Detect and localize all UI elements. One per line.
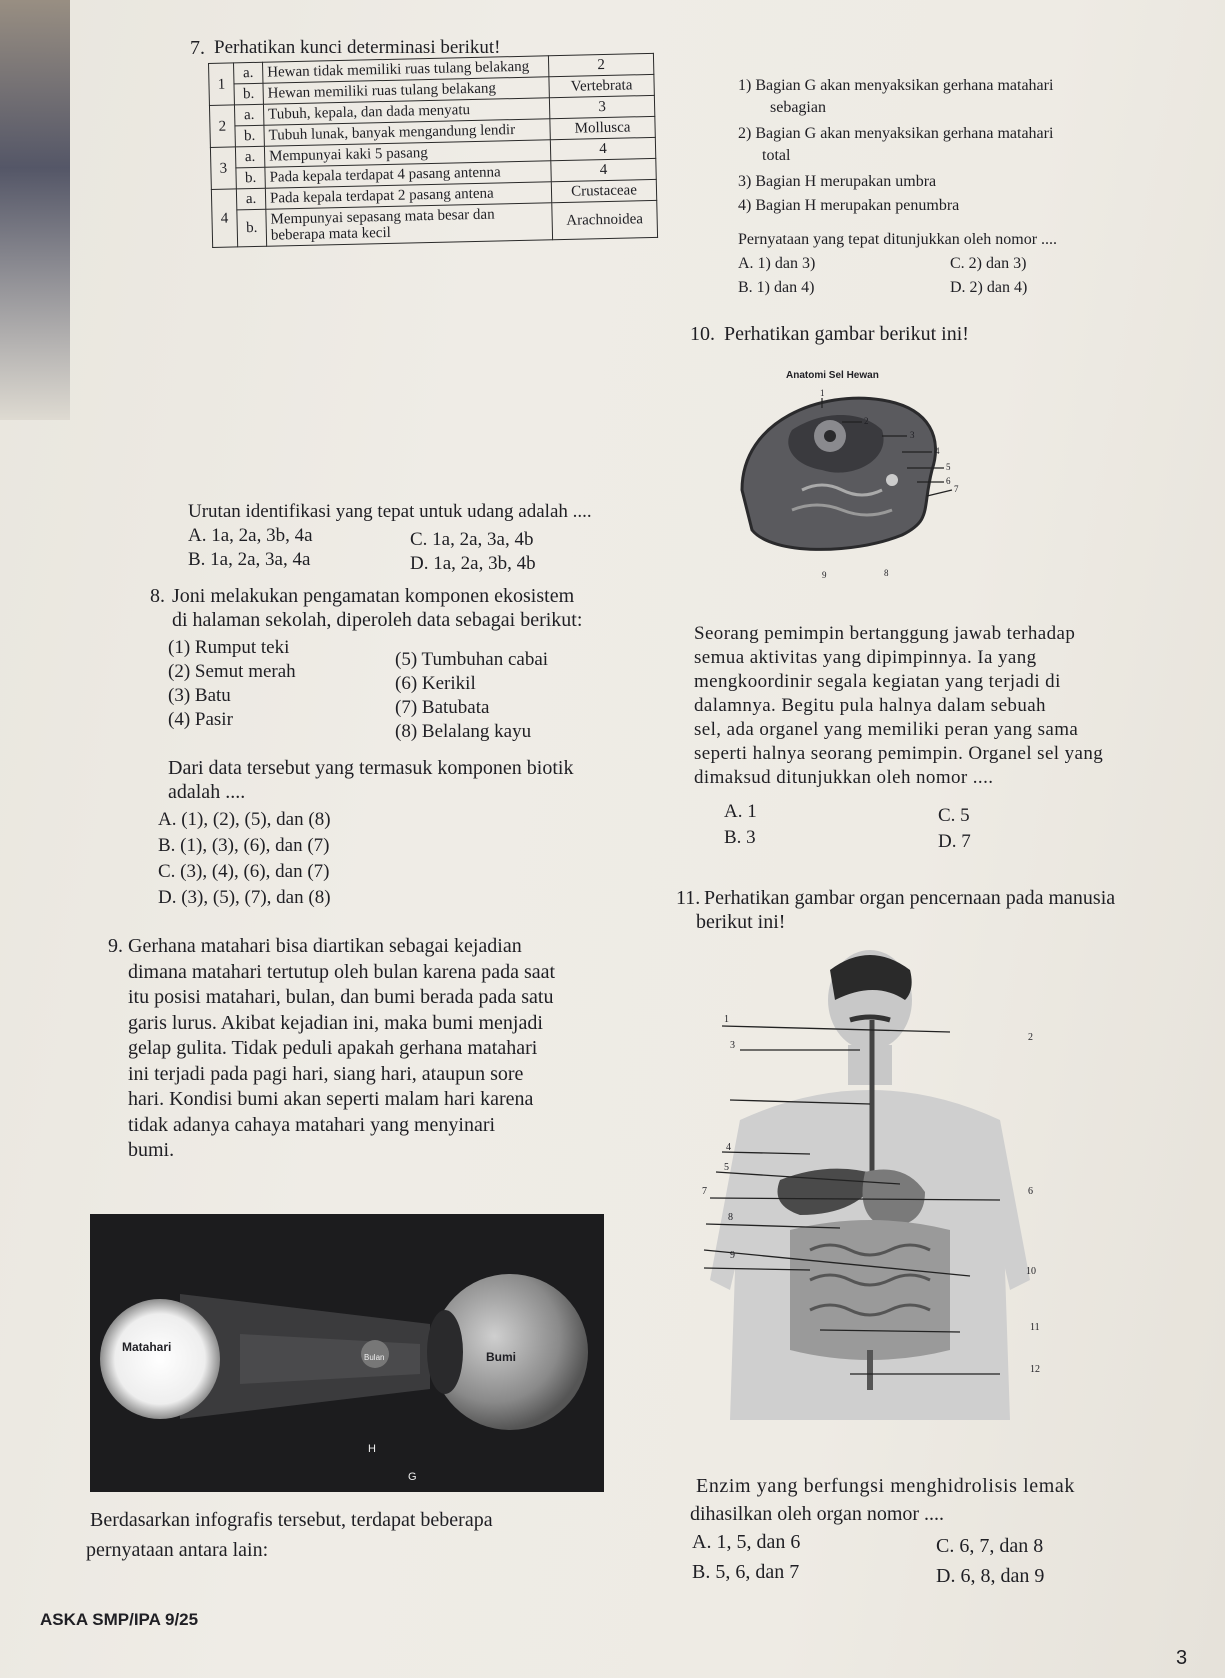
q10-intro: Perhatikan gambar berikut ini! — [724, 323, 969, 345]
region-h-label: H — [368, 1443, 376, 1455]
q8-item-4: (4) Pasir — [168, 709, 233, 730]
earth-label: Bumi — [486, 1350, 516, 1364]
key-row-letter: b. — [237, 209, 267, 247]
q11-intro1: Perhatikan gambar organ pencernaan pada manusia — [704, 887, 1116, 909]
key-row-result: 4 — [551, 158, 656, 181]
q11-option-d[interactable]: D. 6, 8, dan 9 — [936, 1565, 1045, 1587]
animal-cell-figure — [732, 370, 992, 590]
animal-cell-illustration — [732, 370, 992, 590]
organ-label-1: 1 — [724, 1014, 729, 1025]
q9-paragraph-line: bumi. — [128, 1139, 175, 1161]
key-row-description: Tubuh, kepala, dan dada menyatu — [263, 98, 549, 125]
q10-paragraph-line: dimaksud ditunjukkan oleh nomor .... — [694, 767, 994, 788]
q9-statement-2: 2) Bagian G akan menyaksikan gerhana matahari — [738, 125, 1054, 142]
organ-label-9: 9 — [730, 1250, 735, 1261]
digestive-system-figure — [700, 950, 1040, 1440]
q7-number: 7. — [190, 37, 205, 59]
key-row-result: Mollusca — [550, 116, 655, 139]
q8-line1: Joni melakukan pengamatan komponen ekosistem — [172, 585, 575, 607]
moon-label: Bulan — [364, 1353, 385, 1362]
cell-label-3: 3 — [910, 430, 915, 440]
q9-paragraph-line: gelap gulita. Tidak peduli apakah gerhana matahari — [128, 1037, 538, 1059]
q10-paragraph-line: seperti halnya seorang pemimpin. Organel sel yang — [694, 743, 1104, 764]
q10-paragraph-line: dalamnya. Begitu pula halnya dalam sebuah — [694, 695, 1046, 716]
key-row-description: Mempunyai sepasang mata besar dan beberapa mata kecil — [266, 203, 553, 246]
q8-option-b[interactable]: B. (1), (3), (6), dan (7) — [158, 835, 330, 856]
q10-paragraph-line: Seorang pemimpin bertanggung jawab terhadap — [694, 623, 1076, 644]
q10-paragraph-line: sel, ada organel yang memiliki peran yang sama — [694, 719, 1079, 740]
q8-option-d[interactable]: D. (3), (5), (7), dan (8) — [158, 887, 331, 908]
key-row-letter: a. — [236, 188, 265, 210]
key-row-letter: b. — [234, 83, 263, 105]
q8-line2: di halaman sekolah, diperoleh data sebagai berikut: — [172, 609, 583, 631]
q11-question1: Enzim yang berfungsi menghidrolisis lemak — [696, 1475, 1075, 1497]
key-row-description: Pada kepala terdapat 4 pasang antenna — [265, 161, 551, 188]
q9-paragraph-line: tidak adanya cahaya matahari yang menyinari — [128, 1113, 496, 1136]
q7-option-a[interactable]: A. 1a, 2a, 3b, 4a — [188, 525, 313, 546]
q7-option-b[interactable]: B. 1a, 2a, 3a, 4a — [188, 549, 311, 570]
organ-label-7: 7 — [702, 1186, 707, 1197]
q8-number: 8. — [150, 585, 165, 607]
q10-paragraph-line: mengkoordinir segala kegiatan yang terjadi di — [694, 671, 1061, 692]
key-row-description: Hewan tidak memiliki ruas tulang belakang — [262, 56, 548, 83]
determination-key-table — [208, 53, 658, 248]
organ-label-4: 4 — [726, 1142, 731, 1153]
q10-option-a[interactable]: A. 1 — [724, 801, 757, 822]
q10-number: 10. — [690, 323, 715, 345]
q11-option-c[interactable]: C. 6, 7, dan 8 — [936, 1535, 1044, 1557]
key-row-result: Crustaceae — [551, 179, 656, 202]
key-row-number: 2 — [209, 105, 235, 148]
q9-paragraph-line: dimana matahari tertutup oleh bulan karena pada saat — [128, 960, 556, 983]
q9-paragraph-line: garis lurus. Akibat kejadian ini, maka bumi menjadi — [128, 1011, 543, 1034]
q9-statement-1: 1) Bagian G akan menyaksikan gerhana matahari — [738, 77, 1054, 94]
organ-label-11: 11 — [1030, 1322, 1040, 1333]
key-row-letter: a. — [235, 146, 264, 168]
q10-option-d[interactable]: D. 7 — [938, 831, 971, 852]
q11-question2: dihasilkan oleh organ nomor .... — [690, 1503, 945, 1525]
q11-option-a[interactable]: A. 1, 5, dan 6 — [692, 1531, 801, 1553]
key-row-result: 3 — [549, 95, 654, 118]
q8-item-3: (3) Batu — [168, 685, 231, 706]
q9-after1: Berdasarkan infografis tersebut, terdapat beberapa — [90, 1509, 493, 1531]
q9-paragraph-line: Gerhana matahari bisa diartikan sebagai kejadian — [128, 935, 522, 957]
q9-option-a[interactable]: A. 1) dan 3) — [738, 255, 816, 272]
key-row-number: 3 — [210, 147, 236, 190]
key-row-result: Arachnoidea — [552, 200, 658, 239]
q7-intro: Perhatikan kunci determinasi berikut! — [214, 37, 501, 58]
organ-label-5: 5 — [724, 1162, 729, 1173]
cell-label-8: 8 — [884, 568, 889, 578]
organ-label-3: 3 — [730, 1040, 735, 1051]
key-row-letter: a. — [234, 104, 263, 126]
q11-option-b[interactable]: B. 5, 6, dan 7 — [692, 1561, 800, 1583]
q11-intro2: berikut ini! — [696, 911, 786, 933]
cell-label-2: 2 — [864, 416, 869, 426]
q9-option-d[interactable]: D. 2) dan 4) — [950, 279, 1028, 296]
q8-item-5: (5) Tumbuhan cabai — [395, 649, 549, 670]
solar-eclipse-figure — [90, 1214, 604, 1492]
digestive-system-illustration — [700, 950, 1040, 1440]
organ-label-10: 10 — [1026, 1266, 1036, 1277]
key-row-description: Mempunyai kaki 5 pasang — [264, 140, 550, 167]
key-row-letter: b. — [235, 125, 264, 147]
sun-label: Matahari — [122, 1340, 172, 1354]
organ-label-12: 12 — [1030, 1364, 1040, 1375]
q9-statement-3: 3) Bagian H merupakan umbra — [738, 173, 937, 190]
key-row-description: Hewan memiliki ruas tulang belakang — [263, 77, 549, 104]
q7-question: Urutan identifikasi yang tepat untuk udang adalah .... — [188, 501, 592, 522]
q8-item-7: (7) Batubata — [395, 697, 490, 718]
q9-statement-2b: total — [762, 147, 791, 164]
cell-label-7: 7 — [954, 484, 959, 494]
cell-label-9: 9 — [822, 570, 827, 580]
cell-label-5: 5 — [946, 462, 951, 472]
page-edge-shadow — [0, 0, 70, 420]
q7-option-c[interactable]: C. 1a, 2a, 3a, 4b — [410, 529, 534, 550]
q9-statement-1b: sebagian — [770, 99, 826, 116]
q10-option-c[interactable]: C. 5 — [938, 805, 970, 826]
organ-label-2: 2 — [1028, 1032, 1033, 1043]
cell-label-4: 4 — [935, 446, 940, 456]
key-row-letter: b. — [236, 167, 265, 189]
q8-question1: Dari data tersebut yang termasuk komponen biotik — [168, 757, 574, 779]
q8-option-c[interactable]: C. (3), (4), (6), dan (7) — [158, 861, 330, 882]
q10-option-b[interactable]: B. 3 — [724, 827, 756, 848]
q8-question2: adalah .... — [168, 781, 246, 803]
q9-statement-4: 4) Bagian H merupakan penumbra — [738, 197, 960, 214]
key-row-description: Pada kepala terdapat 2 pasang antena — [265, 182, 551, 209]
footer-code: ASKA SMP/IPA 9/25 — [40, 1610, 199, 1629]
key-row-result: 4 — [550, 137, 655, 160]
q9-option-b[interactable]: B. 1) dan 4) — [738, 279, 815, 296]
q9-after2: pernyataan antara lain: — [86, 1539, 269, 1561]
q8-option-a[interactable]: A. (1), (2), (5), dan (8) — [158, 809, 331, 830]
page-number: 3 — [1176, 1647, 1188, 1669]
q9-question: Pernyataan yang tepat ditunjukkan oleh nomor .... — [738, 231, 1058, 248]
q7-option-d[interactable]: D. 1a, 2a, 3b, 4b — [410, 553, 536, 574]
key-row-result: Vertebrata — [549, 74, 654, 97]
key-row-result: 2 — [548, 53, 653, 76]
q8-item-6: (6) Kerikil — [395, 673, 476, 694]
q9-number: 9. — [108, 935, 123, 957]
q11-number: 11. — [676, 887, 701, 909]
cell-figure-title: Anatomi Sel Hewan — [786, 370, 879, 381]
q8-item-2: (2) Semut merah — [168, 661, 296, 682]
q8-item-1: (1) Rumput teki — [168, 637, 290, 658]
q9-paragraph-line: ini terjadi pada pagi hari, siang hari, ataupun sore — [128, 1062, 524, 1085]
key-row-letter: a. — [234, 62, 263, 84]
organ-label-8: 8 — [728, 1212, 733, 1223]
q9-paragraph-line: hari. Kondisi bumi akan seperti malam hari karena — [128, 1088, 534, 1110]
q9-paragraph-line: itu posisi matahari, bulan, dan bumi berada pada satu — [128, 986, 554, 1008]
q8-item-8: (8) Belalang kayu — [395, 721, 532, 742]
organ-label-6: 6 — [1028, 1186, 1033, 1197]
cell-label-6: 6 — [946, 476, 951, 486]
q9-option-c[interactable]: C. 2) dan 3) — [950, 255, 1027, 272]
key-row-description: Tubuh lunak, banyak mengandung lendir — [264, 119, 550, 146]
cell-label-1: 1 — [820, 388, 825, 398]
region-g-label: G — [408, 1471, 417, 1483]
key-row-number: 4 — [211, 189, 237, 248]
key-row-number: 1 — [209, 63, 235, 106]
q10-paragraph-line: semua aktivitas yang dipimpinnya. Ia yang — [694, 647, 1037, 668]
